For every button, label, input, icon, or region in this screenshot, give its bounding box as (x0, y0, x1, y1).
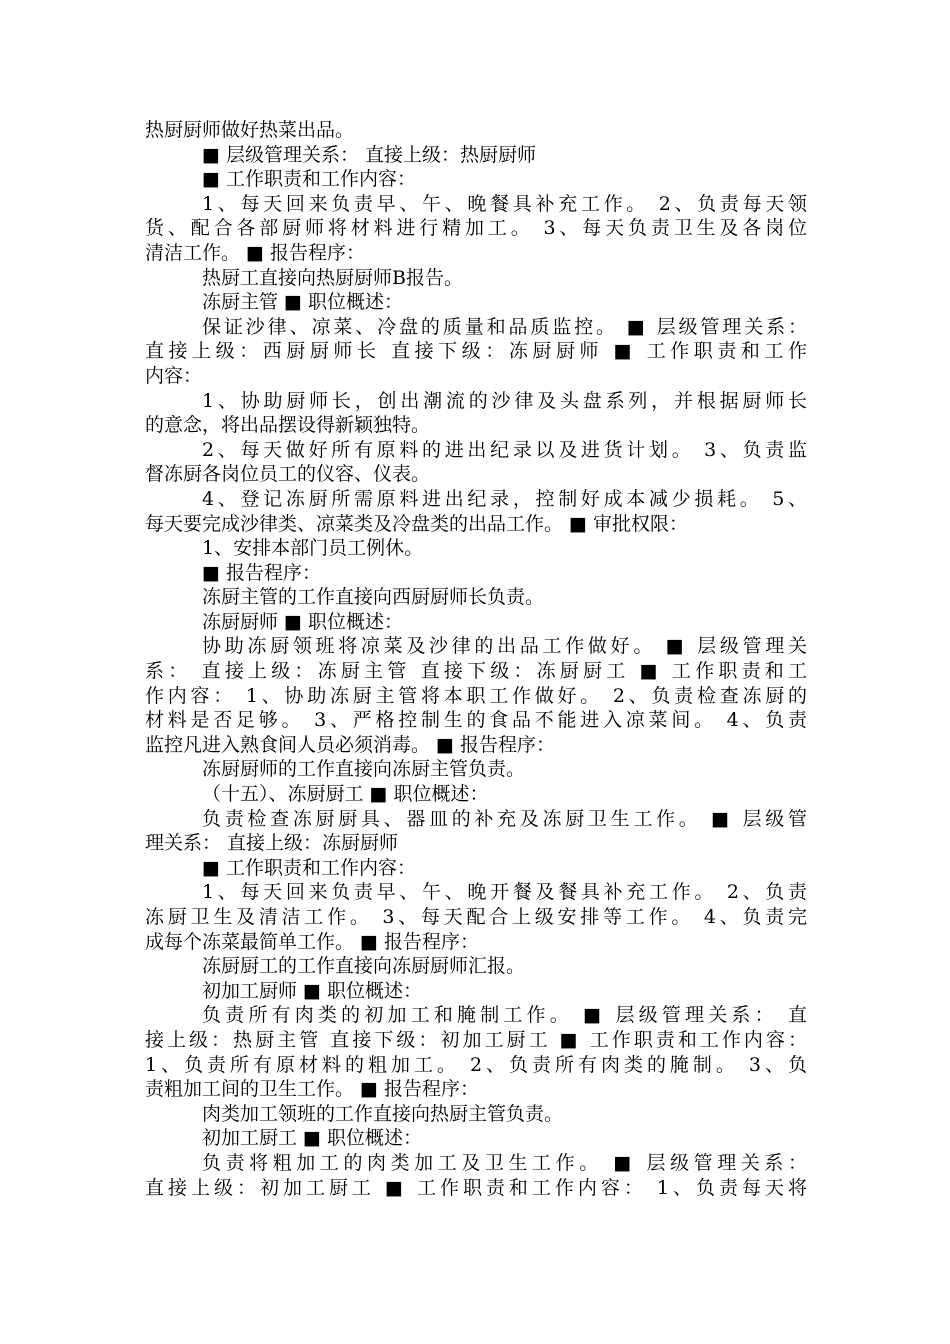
text-line: 初加工厨师 ■ 职位概述： (202, 979, 423, 1002)
text-line: ■ 报告程序： (202, 561, 321, 584)
text-line: 2、每天做好所有原料的进出纪录以及进货计划。 3、负责监 (202, 438, 807, 461)
text-line: 冻厨厨师 ■ 职位概述： (202, 610, 404, 633)
text-line: 1、每天回来负责早、午、晚开餐及餐具补充工作。 2、负责 (202, 881, 807, 904)
text-line: 协助冻厨领班将凉菜及沙律的出品工作做好。 ■ 层级管理关 (202, 635, 807, 658)
text-line: 货、配合各部厨师将材料进行精加工。 3、每天负责卫生及各岗位 (145, 217, 807, 240)
text-line: 冻厨主管的工作直接向西厨厨师长负责。 (202, 586, 545, 609)
text-line: 热厨工直接向热厨厨师B报告。 (202, 266, 463, 289)
text-line: 成每个冻菜最简单工作。 ■ 报告程序： (145, 930, 480, 953)
text-line: 每天要完成沙律类、凉菜类及冷盘类的出品工作。 ■ 审批权限： (145, 512, 689, 535)
text-line: 1、每天回来负责早、午、晚餐具补充工作。 2、负责每天领 (202, 192, 807, 215)
text-line: ■ 工作职责和工作内容： (202, 168, 416, 191)
text-line: 保证沙律、凉菜、冷盘的质量和品质监控。 ■ 层级管理关系： (202, 315, 807, 338)
text-line: 接上级：热厨主管 直接下级：初加工厨工 ■ 工作职责和工作内容： (145, 1028, 807, 1051)
text-line: 1、协助厨师长，创出潮流的沙律及头盘系列，并根据厨师长 (202, 389, 807, 412)
text-line: 直接上级：西厨厨师长 直接下级：冻厨厨师 ■ 工作职责和工作 (145, 340, 807, 363)
text-line: 1、安排本部门员工例休。 (202, 537, 424, 560)
text-line: 负责所有肉类的初加工和腌制工作。 ■ 层级管理关系： 直 (202, 1004, 807, 1027)
text-line: 理关系： 直接上级：冻厨厨师 (145, 832, 399, 855)
text-line: 冻厨卫生及清洁工作。 3、每天配合上级安排等工作。 4、负责完 (145, 906, 807, 928)
text-line: 负责将粗加工的肉类加工及卫生工作。 ■ 层级管理关系： (202, 1151, 807, 1174)
text-line: 内容： (145, 364, 203, 387)
text-line: 责粗加工间的卫生工作。 ■ 报告程序： (145, 1078, 480, 1101)
text-line: 初加工厨工 ■ 职位概述： (202, 1127, 423, 1150)
text-line: （十五）、冻厨厨工 ■ 职位概述： (202, 783, 489, 806)
text-line: 直接上级：初加工厨工 ■ 工作职责和工作内容： 1、负责每天将 (145, 1176, 807, 1199)
text-line: 清洁工作。 ■ 报告程序： (145, 241, 366, 264)
text-line: 作内容： 1、协助冻厨主管将本职工作做好。 2、负责检查冻厨的 (145, 684, 807, 707)
text-line: ■ 工作职责和工作内容： (202, 856, 416, 879)
text-line: 系： 直接上级：冻厨主管 直接下级：冻厨厨工 ■ 工作职责和工 (145, 660, 807, 683)
text-line: 热厨厨师做好热菜出品。 (145, 119, 355, 141)
text-line: 肉类加工领班的工作直接向热厨主管负责。 (202, 1102, 564, 1125)
text-line: 冻厨厨工的工作直接向冻厨厨师汇报。 (202, 955, 526, 978)
text-line: 冻厨厨师的工作直接向冻厨主管负责。 (202, 758, 526, 781)
text-line: 监控凡进入熟食间人员必须消毒。 ■ 报告程序： (145, 733, 556, 756)
text-line: 负责检查冻厨厨具、器皿的补充及冻厨卫生工作。 ■ 层级管 (202, 807, 807, 830)
text-line: 冻厨主管 ■ 职位概述： (202, 291, 404, 314)
text-line: 1、负责所有原材料的粗加工。 2、负责所有肉类的腌制。 3、负 (145, 1053, 807, 1076)
text-line: 材料是否足够。 3、严格控制生的食品不能进入凉菜间。 4、负责 (145, 709, 807, 732)
text-line: 4、登记冻厨所需原料进出纪录，控制好成本减少损耗。 5、 (202, 487, 807, 510)
text-line: ■ 层级管理关系： 直接上级：热厨厨师 (202, 143, 537, 166)
text-line: 督冻厨各岗位员工的仪容、仪表。 (145, 463, 431, 486)
document-body (145, 118, 807, 1200)
text-line: 的意念，将出品摆设得新颖独特。 (145, 414, 431, 437)
